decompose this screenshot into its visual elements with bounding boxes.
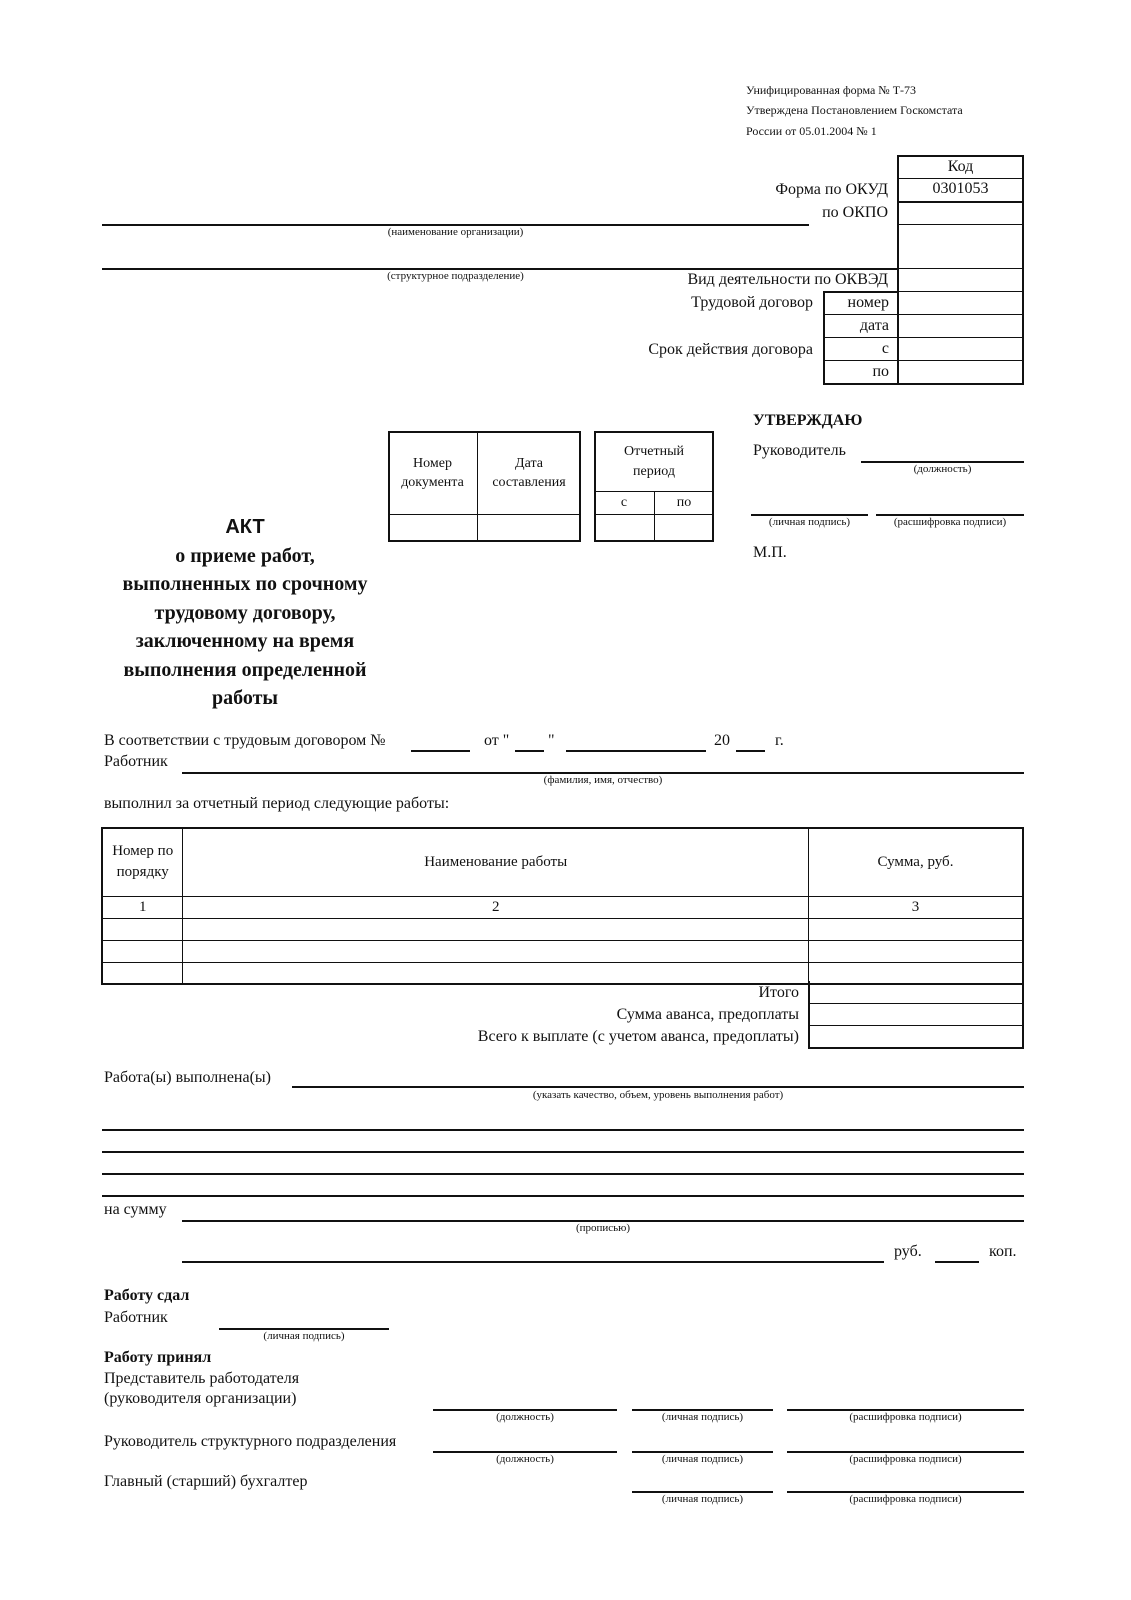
doc-number-value[interactable] <box>390 516 476 540</box>
accepted-title: Работу принял <box>104 1349 212 1366</box>
okud-label: Форма по ОКУД <box>775 181 888 198</box>
act-title-line7: работы <box>211 687 279 709</box>
contract-text: В соответствии с трудовым договором № <box>104 732 386 749</box>
works-cell-sum[interactable] <box>808 918 1023 940</box>
totals-box <box>808 981 1024 1049</box>
sum-label: на сумму <box>104 1201 167 1218</box>
contract-term-label: Срок действия договора <box>648 341 813 358</box>
approve-signature-caption: (личная подпись) <box>768 516 851 528</box>
works-cell-sum[interactable] <box>808 940 1023 962</box>
works-table <box>101 827 1024 985</box>
quality-line[interactable] <box>292 1086 1024 1088</box>
performed-text: выполнил за отчетный период следующие работы: <box>104 795 450 812</box>
quality-line-2[interactable] <box>102 1129 1024 1131</box>
period-from-value[interactable] <box>596 516 652 540</box>
contract-year-prefix: 20 <box>714 732 730 749</box>
employer-rep-line1: Представитель работодателя <box>104 1370 300 1387</box>
dept-head-signature-caption: (личная подпись) <box>661 1453 744 1465</box>
works-cell-name[interactable] <box>183 962 809 984</box>
contract-year-line[interactable] <box>736 750 765 752</box>
doc-number-header: Номер документа <box>401 455 464 490</box>
okpo-label: по ОКПО <box>822 204 888 221</box>
dept-head-label: Руководитель структурного подразделения <box>104 1433 397 1450</box>
term-to-label: по <box>872 363 889 380</box>
period-from-header: с <box>620 494 628 510</box>
rub-label: руб. <box>894 1243 922 1260</box>
handed-signature-caption: (личная подпись) <box>263 1330 345 1342</box>
doc-date-value[interactable] <box>479 516 579 540</box>
quality-caption: (указать качество, объем, уровень выполнения работ) <box>532 1089 784 1101</box>
chief-accountant-label: Главный (старший) бухгалтер <box>104 1473 308 1490</box>
works-cell-name[interactable] <box>183 918 809 940</box>
doc-date-header: Дата составления <box>492 455 566 490</box>
handed-title: Работу сдал <box>104 1287 190 1304</box>
table-row <box>102 940 1023 962</box>
contract-from-text: от " <box>484 732 510 749</box>
rep-signature-caption: (личная подпись) <box>661 1411 744 1423</box>
sum-words-caption: (прописью) <box>575 1222 631 1234</box>
okved-label: Вид деятельности по ОКВЭД <box>687 271 888 288</box>
employer-rep-line2: (руководителя организации) <box>104 1390 297 1407</box>
act-title-line4: трудовому договору, <box>154 601 336 624</box>
approve-position-caption: (должность) <box>913 463 972 475</box>
sum-words-line-2[interactable] <box>182 1261 884 1263</box>
dept-head-decoding-caption: (расшифровка подписи) <box>849 1453 962 1465</box>
works-header-name: Наименование работы <box>183 828 809 896</box>
contract-month-line[interactable] <box>566 750 706 752</box>
approve-decoding-caption: (расшифровка подписи) <box>893 516 1007 528</box>
handed-worker-label: Работник <box>104 1309 168 1326</box>
works-cell-number[interactable] <box>102 918 183 940</box>
contract-day-line[interactable] <box>515 750 544 752</box>
rep-decoding-caption: (расшифровка подписи) <box>849 1411 962 1423</box>
contract-label: Трудовой договор <box>691 294 813 311</box>
contract-number-label: номер <box>847 294 889 311</box>
kop-label: коп. <box>989 1243 1017 1260</box>
form-name: Унифицированная форма № Т-73 <box>746 83 917 97</box>
dept-caption: (структурное подразделение) <box>387 270 524 282</box>
works-cell-number[interactable] <box>102 962 183 984</box>
worker-label: Работник <box>104 753 168 770</box>
contract-number-line[interactable] <box>411 750 470 752</box>
dept-head-position-caption: (должность) <box>496 1453 554 1465</box>
work-done-label: Работа(ы) выполнена(ы) <box>104 1069 271 1086</box>
act-title-line2: о приеме работ, <box>175 544 315 567</box>
contract-quote-close: " <box>548 732 555 749</box>
contract-date-label: дата <box>859 317 889 334</box>
rep-position-caption: (должность) <box>496 1411 554 1423</box>
act-title <box>100 513 390 713</box>
contract-year-suffix: г. <box>775 732 784 749</box>
kop-line[interactable] <box>935 1261 979 1263</box>
works-cell-name[interactable] <box>183 940 809 962</box>
form-approved-date: России от 05.01.2004 № 1 <box>746 124 877 138</box>
stamp-label: М.П. <box>753 544 787 561</box>
accountant-signature-caption: (личная подпись) <box>661 1493 744 1505</box>
approve-title: УТВЕРЖДАЮ <box>753 412 863 429</box>
works-header-number: Номер по порядку <box>102 828 183 896</box>
works-header-sum: Сумма, руб. <box>808 828 1023 896</box>
act-title-line5: заключенному на время <box>135 630 355 652</box>
accountant-decoding-caption: (расшифровка подписи) <box>849 1493 962 1505</box>
okud-code: 0301053 <box>932 180 989 197</box>
quality-line-3[interactable] <box>102 1151 1024 1153</box>
org-name-caption: (наименование организации) <box>387 226 524 238</box>
period-header: Отчетный период <box>624 444 684 479</box>
quality-line-4[interactable] <box>102 1173 1024 1175</box>
works-colnum-1: 1 <box>102 896 183 918</box>
worker-fio-caption: (фамилия, имя, отчество) <box>543 774 663 786</box>
form-approved: Утверждена Постановлением Госкомстата <box>746 103 963 117</box>
approve-head-label: Руководитель <box>753 442 846 459</box>
term-from-label: с <box>881 340 889 357</box>
table-row <box>102 918 1023 940</box>
works-cell-number[interactable] <box>102 940 183 962</box>
quality-line-5[interactable] <box>102 1195 1024 1197</box>
act-title-line3: выполненных по срочному <box>122 573 368 595</box>
advance-label: Сумма аванса, предоплаты <box>616 1006 799 1023</box>
period-to-value[interactable] <box>656 516 712 540</box>
act-title-line6: выполнения определенной <box>123 658 367 681</box>
to-pay-label: Всего к выплате (с учетом аванса, предоплаты) <box>477 1028 799 1045</box>
works-colnum-3: 3 <box>808 896 1023 918</box>
act-title-line1: АКТ <box>225 516 265 538</box>
period-to-header: по <box>676 494 692 510</box>
codes-header: Код <box>947 158 974 175</box>
works-colnum-2: 2 <box>183 896 809 918</box>
total-label: Итого <box>758 984 799 1001</box>
